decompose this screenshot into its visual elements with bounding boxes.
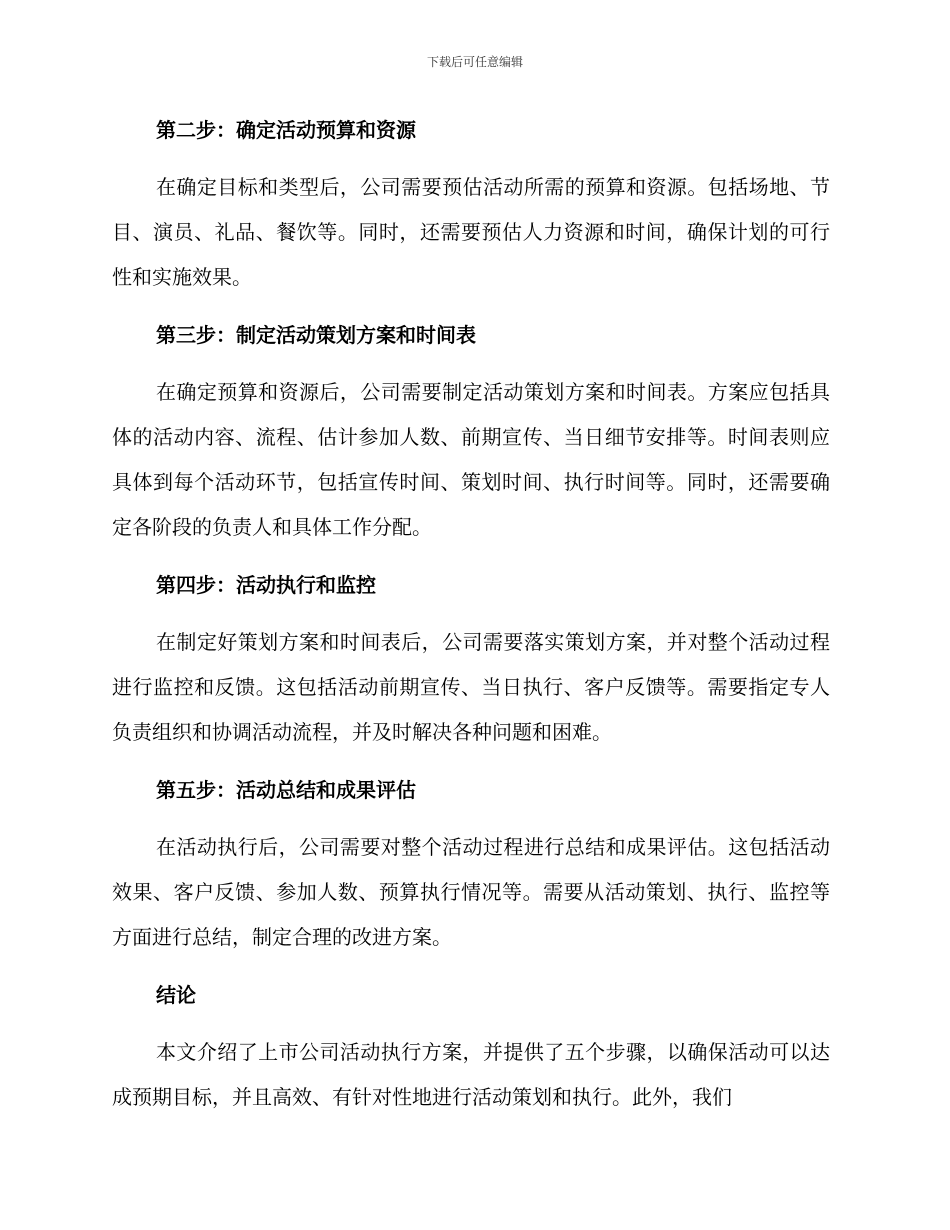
document-body [112,108,830,1133]
page-header: 下载后可任意编辑 [426,55,523,69]
section-paragraph-step-3: 在确定预算和资源后，公司需要制定活动策划方案和时间表。方案应包括具体的活动内容、流程、估计参加人数、前期宣传、当日细节安排等。时间表则应具体到每个活动环节，包括宣传时间、策划时间、执行时间等。同时，还需要确定各阶段的负责人和具体工作分配。 [112,380,830,539]
section-heading-step-3: 第三步：制定活动策划方案和时间表 [156,323,476,347]
section-heading-step-5: 第五步：活动总结和成果评估 [156,778,416,802]
section-heading-step-2: 第二步：确定活动预算和资源 [156,118,416,142]
section-paragraph-step-5: 在活动执行后，公司需要对整个活动过程进行总结和成果评估。这包括活动效果、客户反馈、参加人数、预算执行情况等。需要从活动策划、执行、监控等方面进行总结，制定合理的改进方案。 [112,835,830,949]
section-paragraph-step-4: 在制定好策划方案和时间表后，公司需要落实策划方案，并对整个活动过程进行监控和反馈。这包括活动前期宣传、当日执行、客户反馈等。需要指定专人负责组织和协调活动流程，并及时解决各种问题和困难。 [112,630,830,744]
section-paragraph-step-2: 在确定目标和类型后，公司需要预估活动所需的预算和资源。包括场地、节目、演员、礼品、餐饮等。同时，还需要预估人力资源和时间，确保计划的可行性和实施效果。 [112,175,830,289]
section-paragraph-conclusion: 本文介绍了上市公司活动执行方案，并提供了五个步骤，以确保活动可以达成预期目标，并且高效、有针对性地进行活动策划和执行。此外，我们 [112,1040,830,1109]
section-heading-conclusion: 结论 [156,983,196,1007]
section-heading-step-4: 第四步：活动执行和监控 [156,573,376,597]
